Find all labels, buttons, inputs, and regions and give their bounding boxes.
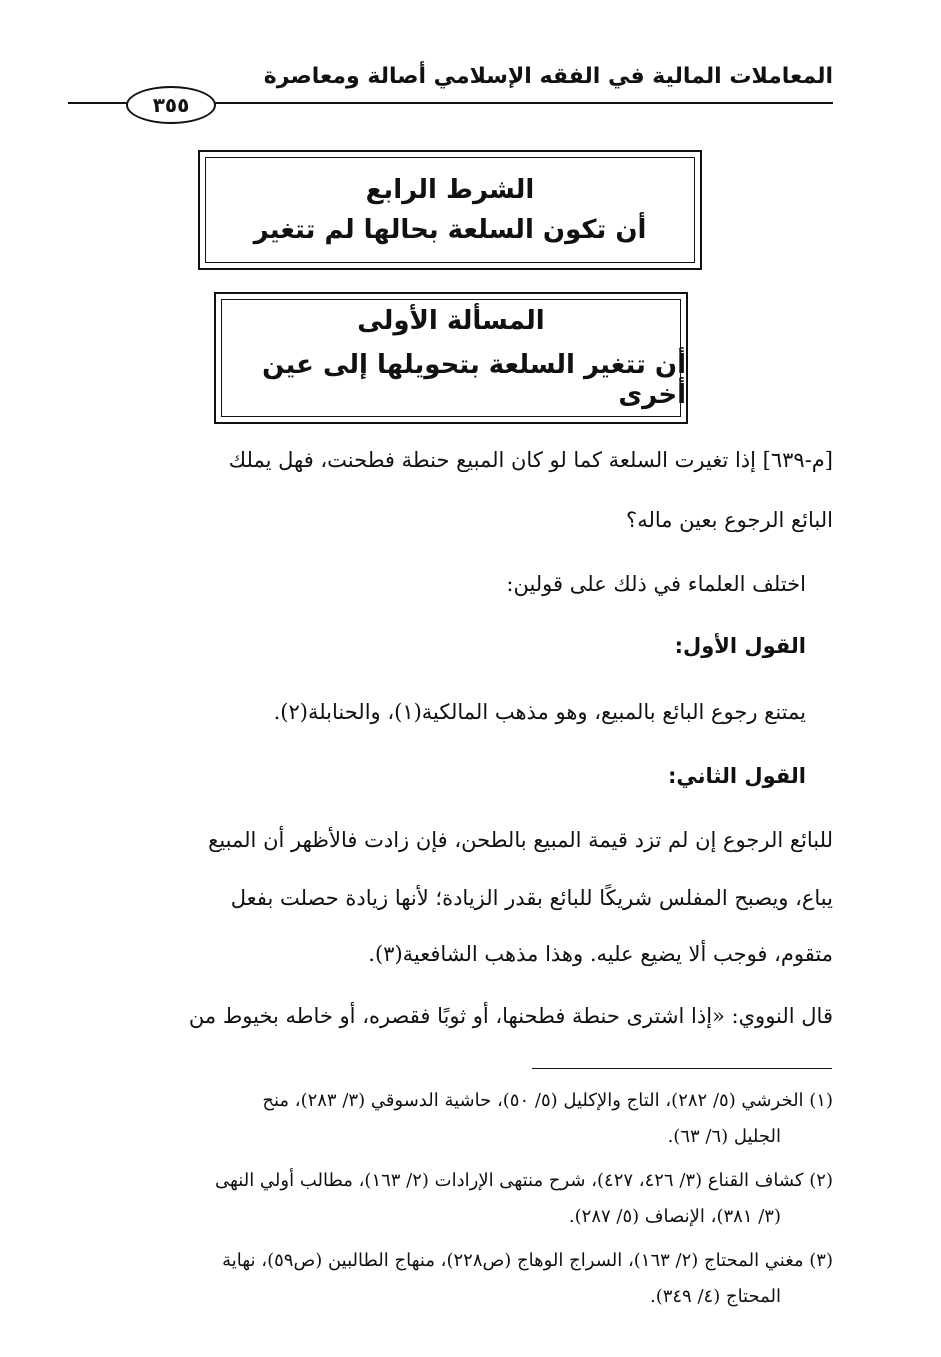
footnote-rule xyxy=(532,1068,832,1069)
section-title-box xyxy=(198,150,702,270)
paragraph-line: يباع، ويصبح المفلس شريكًا للبائع بقدر الزيادة؛ لأنها زيادة حصلت بفعل xyxy=(230,886,833,910)
issue-title: المسألة الأولى xyxy=(357,306,545,336)
section-subtitle: أن تكون السلعة بحالها لم تتغير xyxy=(253,215,647,245)
footnote-line: (٣) مغني المحتاج (٢/ ١٦٣)، السراج الوهاج (ص٢٢٨)، منهاج الطالبين (ص٥٩)، نهاية xyxy=(222,1250,833,1271)
footnote-line: (٢) كشاف القناع (٣/ ٤٢٦، ٤٢٧)، شرح منتهى الإرادات (٢/ ١٦٣)، مطالب أولي النهى xyxy=(214,1170,833,1191)
first-opinion-heading: القول الأول: xyxy=(674,634,806,658)
section-title: الشرط الرابع xyxy=(365,175,535,205)
paragraph-line: يمتنع رجوع البائع بالمبيع، وهو مذهب المالكية(١)، والحنابلة(٢). xyxy=(273,700,806,724)
issue-subtitle: أن تتغير السلعة بتحويلها إلى عين أخرى xyxy=(262,350,686,410)
paragraph-line: اختلف العلماء في ذلك على قولين: xyxy=(506,572,806,596)
paragraph-line: قال النووي: «إذا اشترى حنطة فطحنها، أو ثوبًا فقصره، أو خاطه بخيوط من xyxy=(188,1004,833,1028)
page-number: ٣٥٥ xyxy=(126,86,216,124)
paragraph-line: للبائع الرجوع إن لم تزد قيمة المبيع بالطحن، فإن زادت فالأظهر أن المبيع xyxy=(208,828,833,852)
footnote-line: (٣/ ٣٨١)، الإنصاف (٥/ ٢٨٧). xyxy=(568,1206,781,1227)
footnote-line: الجليل (٦/ ٦٣). xyxy=(667,1126,781,1147)
paragraph-line: متقوم، فوجب ألا يضيع عليه. وهذا مذهب الشافعية(٣). xyxy=(368,942,833,966)
second-opinion-heading: القول الثاني: xyxy=(668,764,806,788)
footnote-line: (١) الخرشي (٥/ ٢٨٢)، التاج والإكليل (٥/ ٥٠)، حاشية الدسوقي (٣/ ٢٨٣)، منح xyxy=(262,1090,833,1111)
paragraph-line: [م-٦٣٩] إذا تغيرت السلعة كما لو كان المبيع حنطة فطحنت، فهل يملك xyxy=(228,448,833,472)
footnote-line: المحتاج (٤/ ٣٤٩). xyxy=(649,1286,781,1307)
running-title: المعاملات المالية في الفقه الإسلامي أصالة ومعاصرة xyxy=(263,64,833,89)
issue-title-box xyxy=(214,292,688,424)
paragraph-line: البائع الرجوع بعين ماله؟ xyxy=(626,508,833,532)
